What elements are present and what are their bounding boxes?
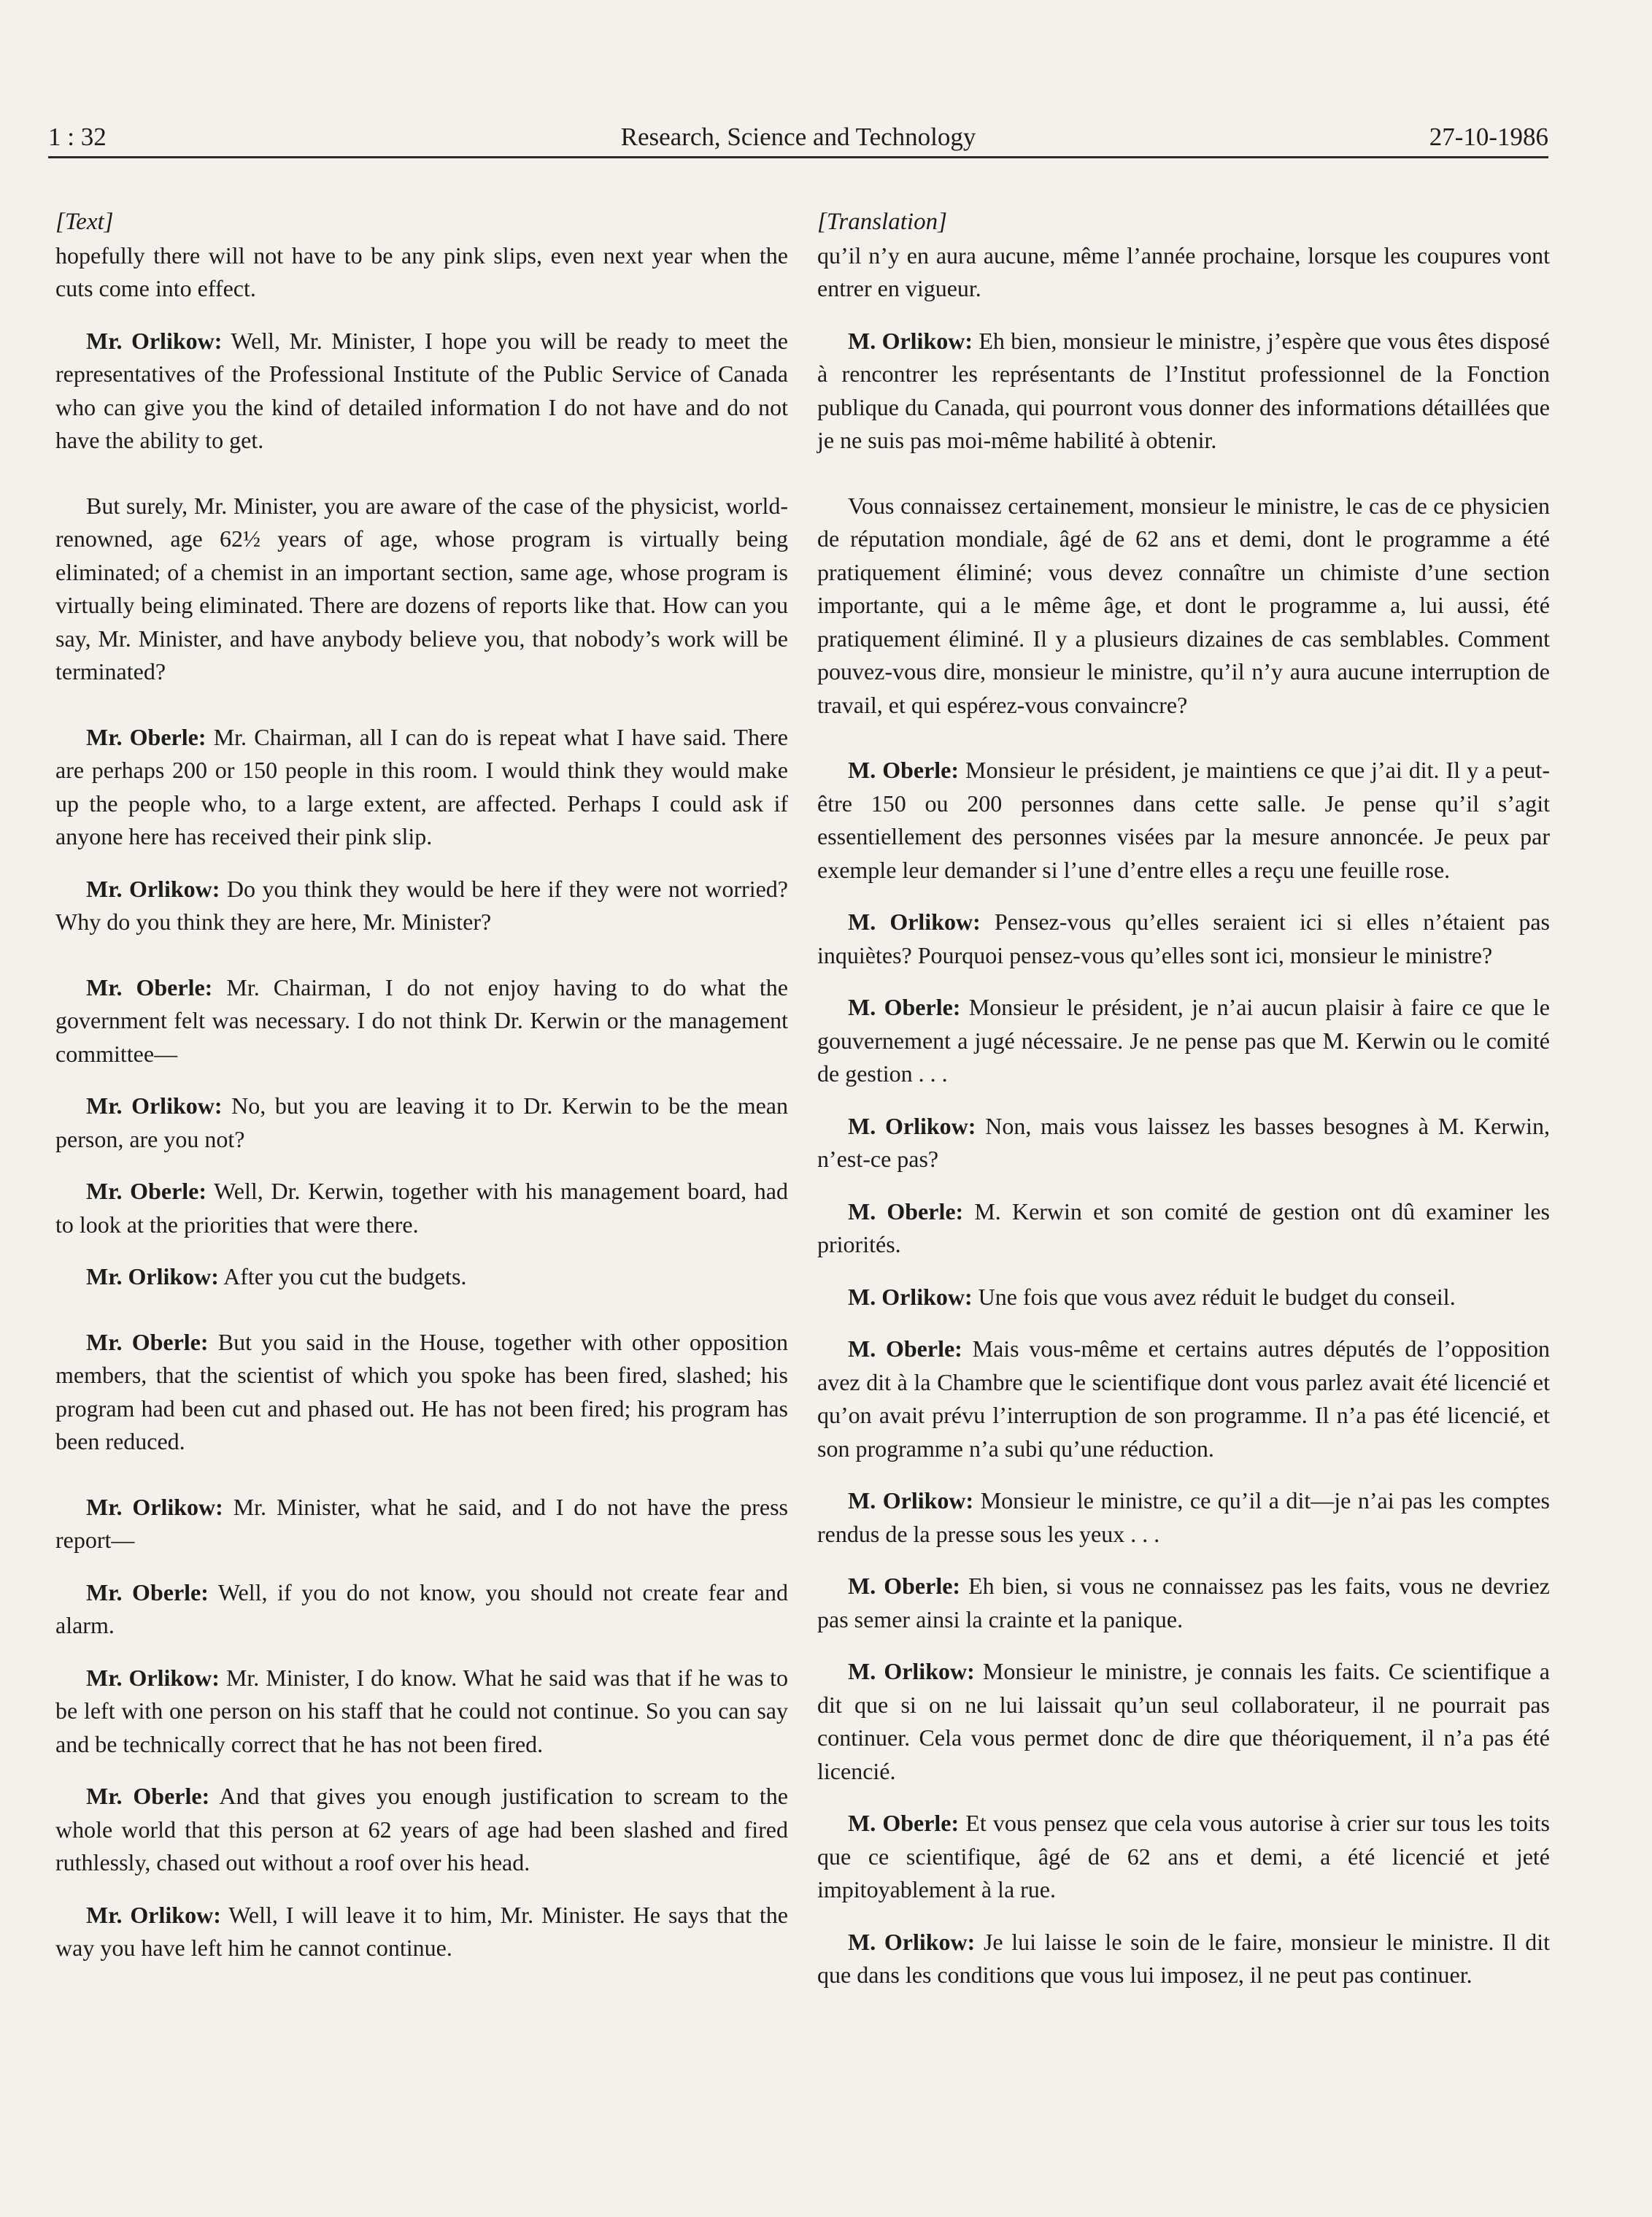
speaker-name: Mr. Orlikow: (86, 1901, 221, 1928)
paragraph: Mr. Orlikow: After you cut the budgets. (86, 1263, 467, 1289)
speaker-name: M. Oberle: (848, 1810, 960, 1836)
paragraph: M. Oberle: Monsieur le président, je maintiens ce que j’ai dit. Il y a peut-être 150 ou 200 personnes dans cette salle. Je pense qu’il s’agit essentiellement des personnes visées par la mesure annoncée. Je peux par exemple leur demander si l’une d’entre elles a reçu une feuille rose. (817, 757, 1551, 883)
speaker-name: M. Oberle: (848, 1335, 962, 1362)
column-tag-text: [Text] (55, 209, 114, 235)
header-date: 27-10-1986 (1429, 123, 1548, 151)
paragraph: Mr. Orlikow: Mr. Minister, I do know. What he said was that if he was to be left with one person on his staff that he could not continue. So you can say and be technically correct that he has not been fired. (55, 1664, 789, 1757)
speaker-name: Mr. Oberle: (86, 1328, 209, 1355)
column-tag-translation: [Translation] (817, 209, 947, 235)
paragraph: M. Orlikow: Eh bien, monsieur le ministre, j’espère que vous êtes disposé à rencontrer les représentants de l’Institut professionnel de la Fonction publique du Canada, qui pourront vous donner des informations détaillées que je ne suis pas moi-même habilité à obtenir. (817, 327, 1551, 453)
paragraph: M. Oberle: Mais vous-même et certains autres députés de l’opposition avez dit à la Chambre que le scientifique dont vous parlez avait été licencié et qu’on avait prévu l’interruption de son programme. Il n’a pas été licencié, et son programme n’a subi qu’une réduction. (817, 1335, 1550, 1462)
speaker-name: M. Orlikow: (848, 1658, 975, 1684)
speaker-name: M. Oberle: (848, 994, 961, 1020)
speaker-name: Mr. Orlikow: (86, 327, 223, 354)
speaker-name: Mr. Orlikow: (86, 1263, 219, 1289)
paragraph: Mr. Orlikow: No, but you are leaving it to Dr. Kerwin to be the mean person, are you not? (55, 1092, 789, 1152)
paragraph: hopefully there will not have to be any pink slips, even next year when the cuts come into effect. (55, 242, 788, 301)
running-title: Research, Science and Technology (620, 123, 976, 151)
speaker-name: M. Oberle: (848, 1573, 961, 1599)
speaker-name: Mr. Orlikow: (86, 1493, 223, 1520)
speaker-name: M. Orlikow: (848, 1487, 974, 1514)
paragraph: Mr. Orlikow: Well, I will leave it to him, Mr. Minister. He says that the way you have left him he cannot continue. (55, 1901, 789, 1961)
paragraph: M. Orlikow: Pensez-vous qu’elles seraient ici si elles n’étaient pas inquiètes? Pourquoi pensez-vous qu’elles sont ici, monsieur le ministre? (817, 909, 1551, 968)
paragraph: M. Oberle: Et vous pensez que cela vous autorise à crier sur tous les toits que ce scientifique, âgé de 62 ans et demi, a été licencié et jeté impitoyablement à la rue. (817, 1810, 1551, 1902)
english-column (55, 206, 788, 1984)
paragraph: M. Orlikow: Non, mais vous laissez les basses besognes à M. Kerwin, n’est-ce pas? (817, 1112, 1551, 1172)
paragraph: But surely, Mr. Minister, you are aware of the case of the physicist, world-renowned, age 62½ years of age, whose program is virtually being eliminated; of a chemist in an important section, same age, whose program is virtually being eliminated. There are dozens of reports like that. How can you say, Mr. Minister, and have anybody believe you, that nobody’s work will be terminated? (55, 492, 788, 685)
paragraph: M. Orlikow: Monsieur le ministre, je connais les faits. Ce scientifique a dit que si on ne lui laissait qu’un seul collaborateur, il ne pourrait pas continuer. Cela vous permet donc de dire que théoriquement, il n’a pas été licencié. (817, 1658, 1551, 1784)
speaker-name: Mr. Orlikow: (86, 1092, 223, 1119)
paragraph: Mr. Oberle: But you said in the House, together with other opposition members, that the scientist of which you spoke has been fired, slashed; his program had been cut and phased out. He has not been fired; his program has been reduced. (55, 1328, 789, 1454)
paragraph: Vous connaissez certainement, monsieur le ministre, le cas de ce physicien de réputation mondiale, âgé de 62 ans et demi, dont le programme a été pratiquement éliminé; vous devez connaître un chimiste d’une section importante, qui a le même âge, et dont le programme a, lui aussi, été pratiquement éliminé. Il y a plusieurs dizaines de cas semblables. Comment pouvez-vous dire, monsieur le ministre, qu’il n’y aura aucune interruption de travail, et qui espérez-vous convaincre? (817, 492, 1550, 718)
speaker-name: Mr. Oberle: (86, 723, 206, 750)
paragraph: Mr. Oberle: Mr. Chairman, I do not enjoy having to do what the government felt was necessary. I do not think Dr. Kerwin or the management committee— (55, 973, 789, 1067)
paragraph: Mr. Orlikow: Mr. Minister, what he said, and I do not have the press report— (55, 1493, 789, 1553)
speaker-name: Mr. Orlikow: (86, 1664, 220, 1691)
paragraph: Mr. Oberle: And that gives you enough justification to scream to the whole world that this person at 62 years of age had been slashed and fired ruthlessly, chased out without a roof over his head. (55, 1783, 789, 1875)
paragraph: Mr. Oberle: Mr. Chairman, all I can do is repeat what I have said. There are perhaps 200 or 150 people in this room. I would think they would make up the people who, to a large extent, are affected. Perhaps I could ask if anyone here has received their pink slip. (55, 723, 789, 849)
speaker-name: M. Oberle: (848, 757, 960, 783)
paragraph: Mr. Orlikow: Well, Mr. Minister, I hope you will be ready to meet the representatives of the Professional Institute of the Public Service of Canada who can give you the kind of detailed information I do not have and do not have the ability to get. (55, 327, 789, 453)
speaker-name: M. Orlikow: (848, 1112, 976, 1139)
speaker-name: M. Oberle: (848, 1198, 964, 1225)
paragraph: M. Oberle: M. Kerwin et son comité de gestion ont dû examiner les priorités. (817, 1198, 1551, 1257)
speaker-name: M. Orlikow: (848, 1283, 973, 1310)
speaker-name: M. Orlikow: (848, 327, 973, 354)
paragraph: Mr. Oberle: Well, if you do not know, you should not create fear and alarm. (55, 1578, 789, 1638)
paragraph: M. Oberle: Eh bien, si vous ne connaissez pas les faits, vous ne devriez pas semer ainsi la crainte et la panique. (817, 1573, 1551, 1632)
french-column (817, 206, 1550, 2011)
speaker-name: M. Orlikow: (848, 909, 981, 935)
speaker-name: Mr. Oberle: (86, 1783, 210, 1809)
speaker-name: Mr. Oberle: (86, 973, 213, 1000)
speaker-name: M. Orlikow: (848, 1928, 976, 1955)
paragraph: M. Orlikow: Je lui laisse le soin de le faire, monsieur le ministre. Il dit que dans les conditions que vous lui imposez, il ne peut pas continuer. (817, 1928, 1551, 1988)
speaker-name: Mr. Orlikow: (86, 875, 220, 902)
paragraph: M. Oberle: Monsieur le président, je n’ai aucun plaisir à faire ce que le gouvernement a jugé nécessaire. Je ne pense pas que M. Kerwin ou le comité de gestion . . . (817, 994, 1551, 1087)
paragraph: M. Orlikow: Une fois que vous avez réduit le budget du conseil. (848, 1283, 1456, 1310)
page-header (48, 118, 1548, 158)
page-number: 1 : 32 (48, 123, 107, 151)
paragraph: Mr. Orlikow: Do you think they would be here if they were not worried? Why do you think they are here, Mr. Minister? (55, 875, 789, 935)
paragraph: Mr. Oberle: Well, Dr. Kerwin, together with his management board, had to look at the priorities that were there. (55, 1178, 789, 1238)
paragraph: M. Orlikow: Monsieur le ministre, ce qu’il a dit—je n’ai pas les comptes rendus de la presse sous les yeux . . . (817, 1487, 1551, 1547)
paragraph: qu’il n’y en aura aucune, même l’année prochaine, lorsque les coupures vont entrer en vigueur. (817, 242, 1550, 301)
speaker-name: Mr. Oberle: (86, 1578, 209, 1605)
speaker-name: Mr. Oberle: (86, 1178, 207, 1204)
